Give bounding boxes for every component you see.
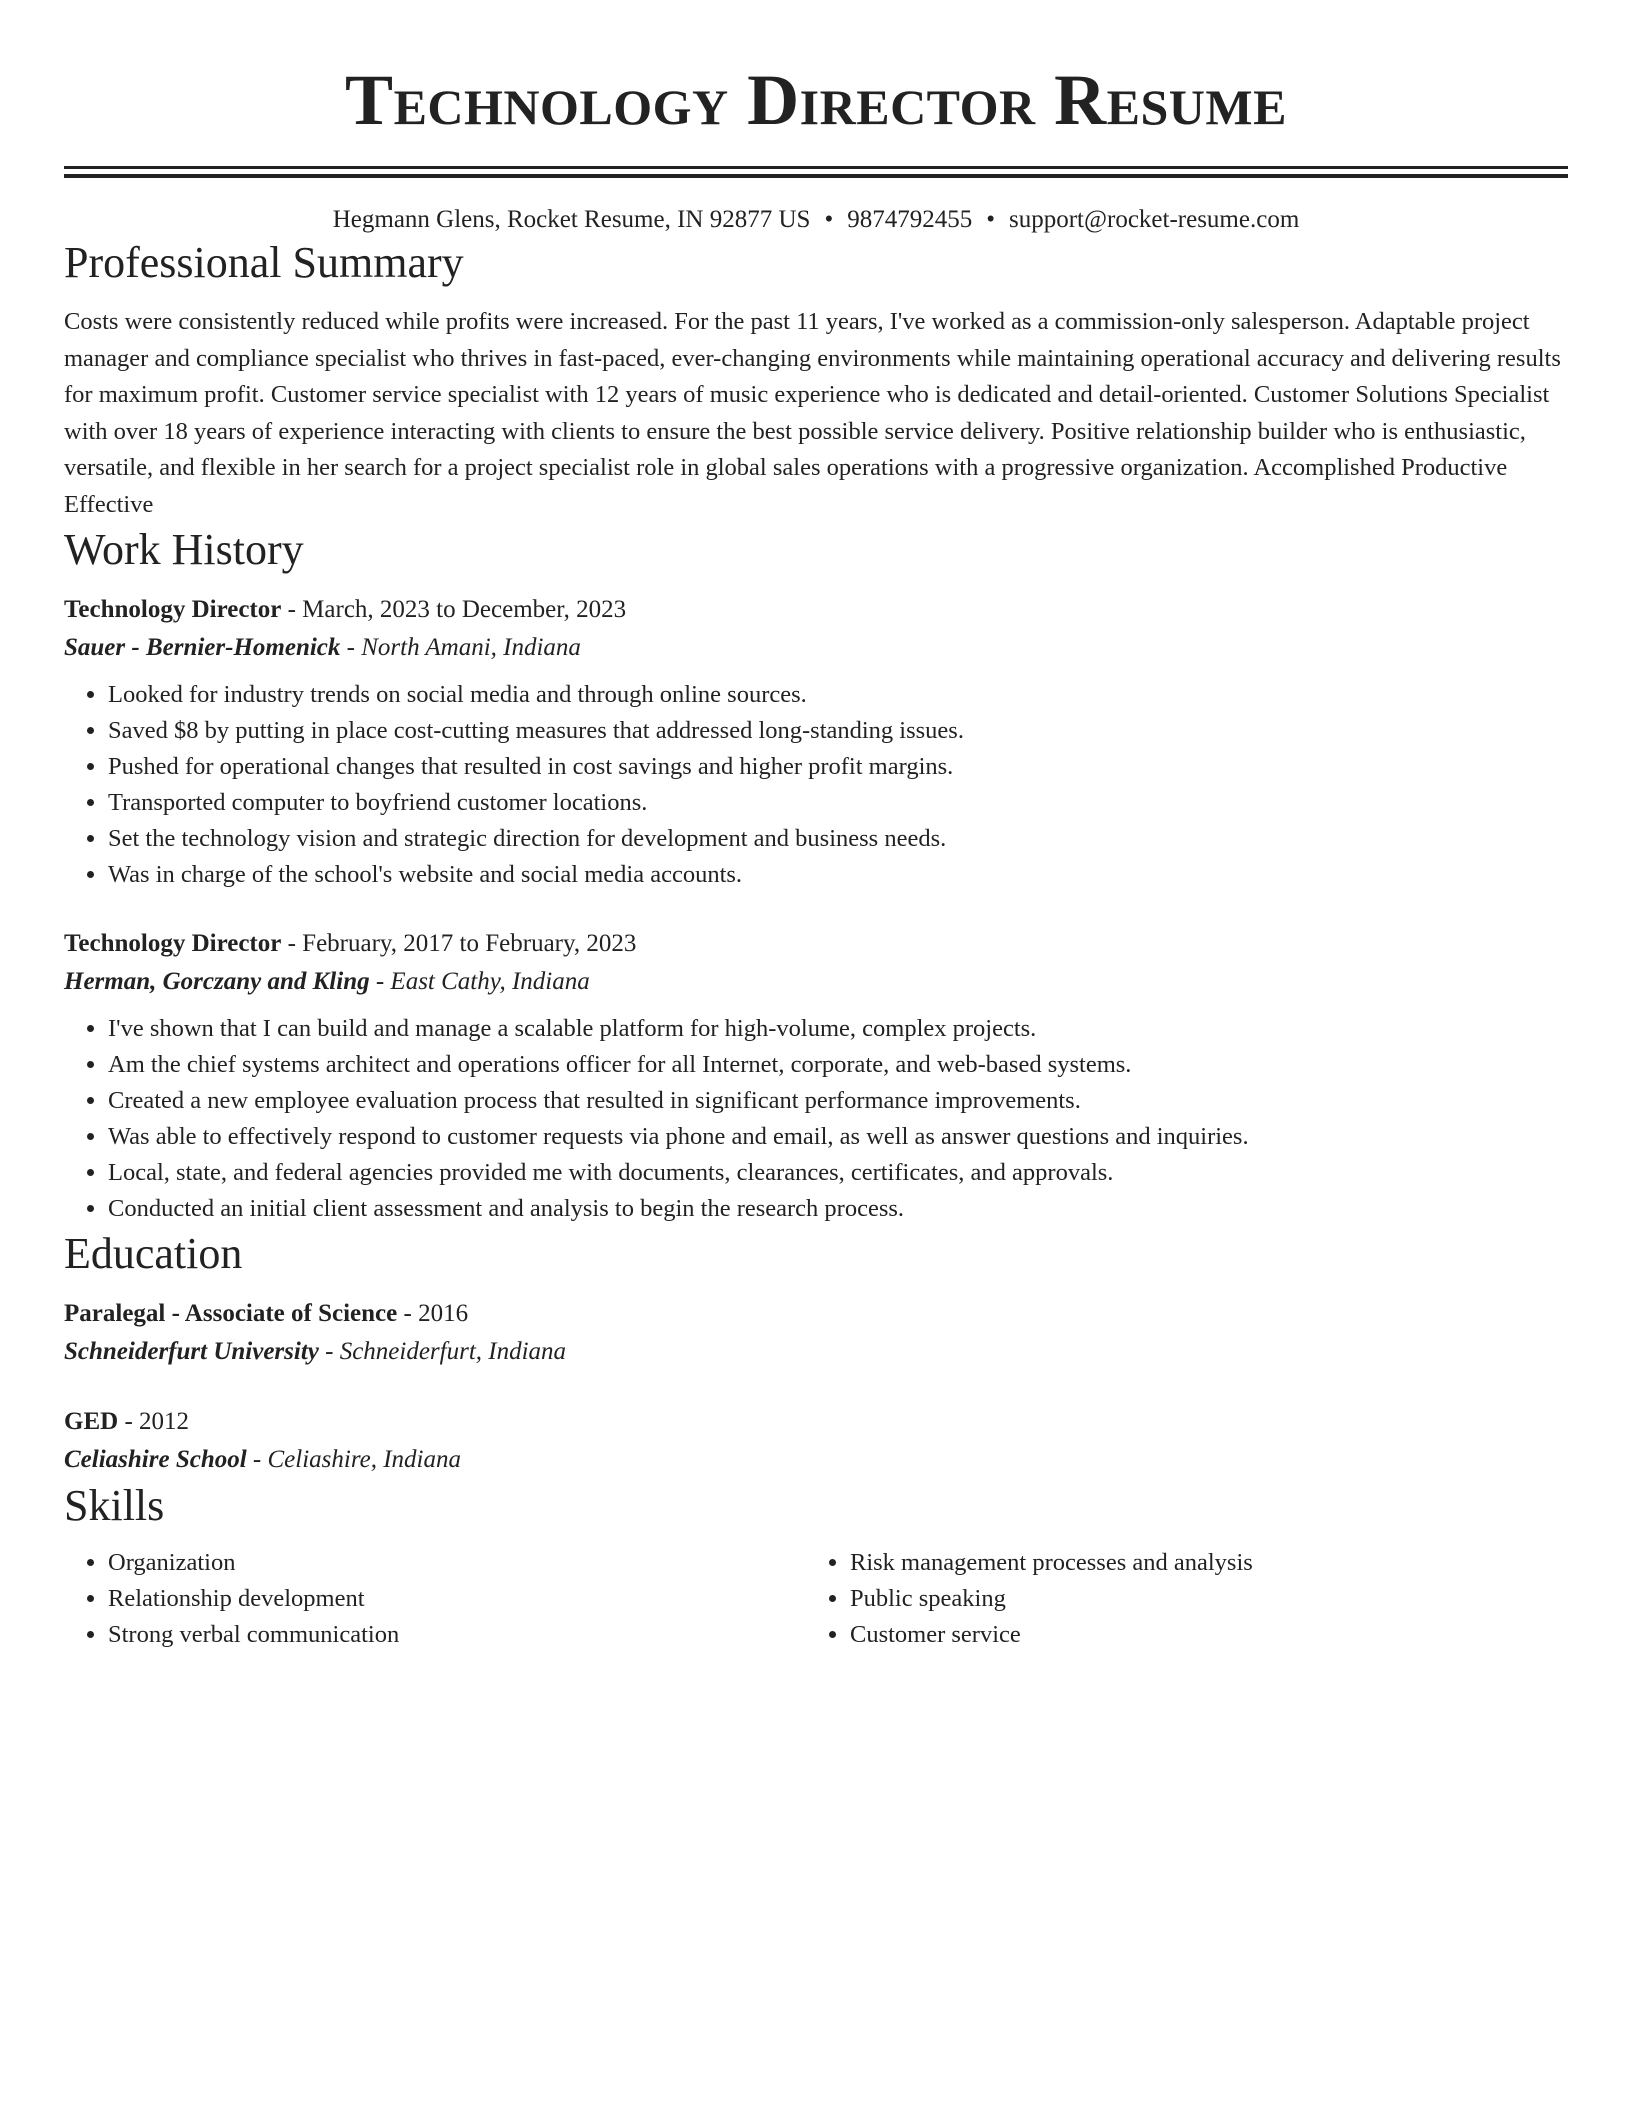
title-double-rule <box>64 166 1568 178</box>
skill-item: • Customer service <box>850 1617 1548 1653</box>
contact-phone: 9874792455 <box>847 206 973 233</box>
job-company: Herman, Gorczany and Kling <box>64 968 370 995</box>
skills-heading: Skills <box>64 1481 165 1530</box>
list-item: • Local, state, and federal agencies provided me with documents, clearances, certificates, and approvals. <box>108 1155 1568 1191</box>
job-location: - North Amani, Indiana <box>340 634 581 661</box>
list-item: • Saved $8 by putting in place cost-cutting measures that addressed long-standing issues. <box>108 713 1568 749</box>
education-entry <box>64 1295 1568 1371</box>
skills-list-left <box>64 1545 806 1653</box>
skill-item: • Relationship development <box>108 1581 806 1617</box>
list-item: • Conducted an initial client assessment and analysis to begin the research process. <box>108 1191 1568 1227</box>
job-employer <box>64 629 1568 667</box>
education-header <box>64 1295 1568 1333</box>
job-dates: - February, 2017 to February, 2023 <box>281 930 637 957</box>
education-degree: GED <box>64 1408 119 1435</box>
education-year: - 2012 <box>118 1408 190 1435</box>
list-item: • Set the technology vision and strategic direction for development and business needs. <box>108 821 1568 857</box>
education-location: - Celiashire, Indiana <box>246 1446 462 1473</box>
education-degree: Paralegal - Associate of Science <box>64 1300 398 1327</box>
job-location: - East Cathy, Indiana <box>369 968 590 995</box>
contact-line <box>64 204 1568 236</box>
job-bullets <box>64 677 1568 893</box>
job-company: Sauer - Bernier-Homenick <box>64 634 341 661</box>
education-year: - 2016 <box>397 1300 469 1327</box>
list-item: • Transported computer to boyfriend customer locations. <box>108 785 1568 821</box>
education-heading: Education <box>64 1229 243 1278</box>
list-item: • Was able to effectively respond to customer requests via phone and email, as well as answer questions and inquiries. <box>108 1119 1568 1155</box>
skill-item: • Strong verbal communication <box>108 1617 806 1653</box>
list-item: • Am the chief systems architect and operations officer for all Internet, corporate, and web-based systems. <box>108 1047 1568 1083</box>
education-entry <box>64 1403 1568 1479</box>
job-header <box>64 925 1568 963</box>
list-item: • Was in charge of the school's website and social media accounts. <box>108 857 1568 893</box>
contact-address: Hegmann Glens, Rocket Resume, IN 92877 US <box>332 206 811 233</box>
work-history-heading: Work History <box>64 525 304 574</box>
job-entry <box>64 925 1568 1227</box>
summary-text: Costs were consistently reduced while profits were increased. For the past 11 years, I've worked as a commission-only salesperson. Adaptable project manager and compliance specialist who thrives in fast-paced, ever-changing environments while maintaining operational accuracy and delivering results for maximum profit. Customer service specialist with 12 years of music experience who is dedicated and detail-oriented. Customer Solutions Specialist with over 18 years of experience interacting with clients to ensure the best possible service delivery. Positive relationship builder who is enthusiastic, versatile, and flexible in her search for a project specialist role in global sales operations with a progressive organization. Accomplished Productive Effective <box>64 308 1561 518</box>
education-location: - Schneiderfurt, Indiana <box>318 1338 567 1365</box>
list-item: • Created a new employee evaluation process that resulted in significant performance improvements. <box>108 1083 1568 1119</box>
job-header <box>64 591 1568 629</box>
education-header <box>64 1403 1568 1441</box>
skill-item: • Risk management processes and analysis <box>850 1545 1548 1581</box>
skill-item: • Organization <box>108 1545 806 1581</box>
list-item: • Looked for industry trends on social media and through online sources. <box>108 677 1568 713</box>
education-institution <box>64 1333 1568 1371</box>
list-item: • Pushed for operational changes that resulted in cost savings and higher profit margins. <box>108 749 1568 785</box>
skill-item: • Public speaking <box>850 1581 1548 1617</box>
job-dates: - March, 2023 to December, 2023 <box>281 596 627 623</box>
skills-columns <box>64 1545 1568 1653</box>
contact-separator: • <box>986 206 995 233</box>
job-title: Technology Director <box>64 930 282 957</box>
job-employer <box>64 963 1568 1001</box>
job-bullets <box>64 1011 1568 1227</box>
education-school: Celiashire School <box>64 1446 247 1473</box>
summary-heading: Professional Summary <box>64 238 464 287</box>
job-title: Technology Director <box>64 596 282 623</box>
contact-email: support@rocket-resume.com <box>1008 206 1300 233</box>
education-institution <box>64 1441 1568 1479</box>
skills-list-right <box>806 1545 1548 1653</box>
contact-separator: • <box>824 206 834 233</box>
education-school: Schneiderfurt University <box>64 1338 319 1365</box>
job-entry <box>64 591 1568 893</box>
page-title: Technology Director Resume <box>345 60 1287 140</box>
list-item: • I've shown that I can build and manage a scalable platform for high-volume, complex projects. <box>108 1011 1568 1047</box>
